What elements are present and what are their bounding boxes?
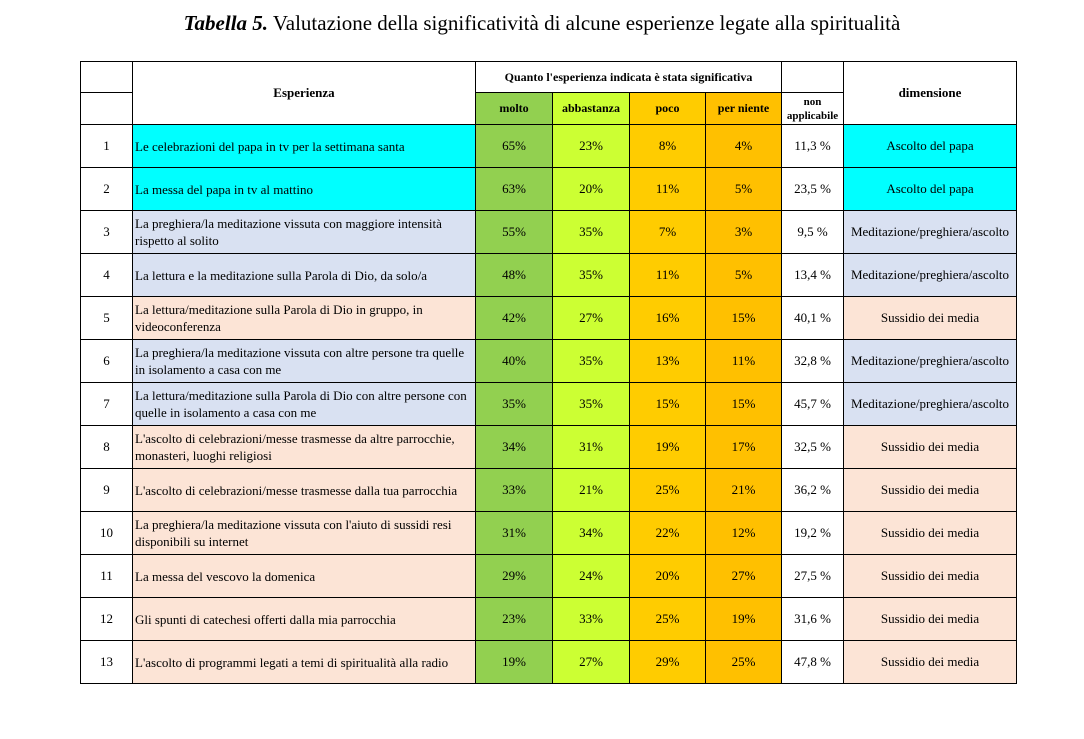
cell-dimension: Sussidio dei media xyxy=(844,598,1017,641)
cell-per-niente: 15% xyxy=(706,297,782,340)
row-number: 12 xyxy=(81,598,133,641)
cell-molto: 63% xyxy=(476,168,553,211)
row-number: 13 xyxy=(81,641,133,684)
cell-molto: 19% xyxy=(476,641,553,684)
header-blank xyxy=(81,62,133,93)
header-experience: Esperienza xyxy=(133,62,476,125)
cell-non-applicabile: 47,8 % xyxy=(782,641,844,684)
header-blank-na xyxy=(782,62,844,93)
cell-per-niente: 5% xyxy=(706,168,782,211)
cell-abbastanza: 24% xyxy=(553,555,630,598)
cell-per-niente: 12% xyxy=(706,512,782,555)
row-number: 3 xyxy=(81,211,133,254)
table-row xyxy=(81,254,1017,297)
cell-per-niente: 5% xyxy=(706,254,782,297)
row-experience: La preghiera/la meditazione vissuta con maggiore intensità rispetto al solito xyxy=(133,211,476,254)
table-row xyxy=(81,598,1017,641)
cell-dimension: Meditazione/preghiera/ascolto xyxy=(844,254,1017,297)
cell-abbastanza: 35% xyxy=(553,340,630,383)
cell-abbastanza: 33% xyxy=(553,598,630,641)
cell-per-niente: 4% xyxy=(706,125,782,168)
header-significance-group: Quanto l'esperienza indicata è stata significativa xyxy=(476,62,782,93)
row-experience: Gli spunti di catechesi offerti dalla mia parrocchia xyxy=(133,598,476,641)
table-row xyxy=(81,641,1017,684)
cell-molto: 55% xyxy=(476,211,553,254)
cell-molto: 48% xyxy=(476,254,553,297)
cell-poco: 25% xyxy=(630,469,706,512)
header-blank-number xyxy=(81,93,133,125)
table-row xyxy=(81,426,1017,469)
row-number: 4 xyxy=(81,254,133,297)
cell-non-applicabile: 11,3 % xyxy=(782,125,844,168)
table-row xyxy=(81,383,1017,426)
row-experience: La lettura/meditazione sulla Parola di Dio con altre persone con quelle in isolamento a casa con me xyxy=(133,383,476,426)
cell-per-niente: 3% xyxy=(706,211,782,254)
cell-non-applicabile: 9,5 % xyxy=(782,211,844,254)
cell-poco: 8% xyxy=(630,125,706,168)
row-number: 9 xyxy=(81,469,133,512)
row-number: 1 xyxy=(81,125,133,168)
cell-dimension: Meditazione/preghiera/ascolto xyxy=(844,211,1017,254)
table-row xyxy=(81,512,1017,555)
cell-dimension: Sussidio dei media xyxy=(844,641,1017,684)
cell-abbastanza: 35% xyxy=(553,211,630,254)
cell-non-applicabile: 45,7 % xyxy=(782,383,844,426)
row-experience: La lettura/meditazione sulla Parola di Dio in gruppo, in videoconferenza xyxy=(133,297,476,340)
cell-non-applicabile: 36,2 % xyxy=(782,469,844,512)
cell-non-applicabile: 32,8 % xyxy=(782,340,844,383)
cell-poco: 16% xyxy=(630,297,706,340)
row-number: 7 xyxy=(81,383,133,426)
cell-molto: 33% xyxy=(476,469,553,512)
cell-molto: 29% xyxy=(476,555,553,598)
table-caption-text: Valutazione della significatività di alcune esperienze legate alla spiritualità xyxy=(272,11,901,35)
cell-per-niente: 19% xyxy=(706,598,782,641)
table-row xyxy=(81,340,1017,383)
row-number: 11 xyxy=(81,555,133,598)
cell-dimension: Sussidio dei media xyxy=(844,512,1017,555)
table-row xyxy=(81,469,1017,512)
header-molto: molto xyxy=(476,93,553,125)
cell-dimension: Sussidio dei media xyxy=(844,469,1017,512)
cell-abbastanza: 31% xyxy=(553,426,630,469)
cell-abbastanza: 21% xyxy=(553,469,630,512)
cell-abbastanza: 23% xyxy=(553,125,630,168)
row-experience: La preghiera/la meditazione vissuta con altre persone tra quelle in isolamento a casa con me xyxy=(133,340,476,383)
header-per-niente: per niente xyxy=(706,93,782,125)
cell-per-niente: 21% xyxy=(706,469,782,512)
cell-per-niente: 17% xyxy=(706,426,782,469)
cell-abbastanza: 27% xyxy=(553,641,630,684)
cell-per-niente: 27% xyxy=(706,555,782,598)
cell-poco: 22% xyxy=(630,512,706,555)
cell-non-applicabile: 32,5 % xyxy=(782,426,844,469)
header-abbastanza: abbastanza xyxy=(553,93,630,125)
header-dimension: dimensione xyxy=(844,62,1017,125)
row-experience: L'ascolto di celebrazioni/messe trasmesse da altre parrocchie, monasteri, luoghi religiosi xyxy=(133,426,476,469)
row-number: 8 xyxy=(81,426,133,469)
cell-abbastanza: 20% xyxy=(553,168,630,211)
cell-molto: 31% xyxy=(476,512,553,555)
cell-per-niente: 15% xyxy=(706,383,782,426)
row-number: 10 xyxy=(81,512,133,555)
cell-non-applicabile: 13,4 % xyxy=(782,254,844,297)
cell-abbastanza: 35% xyxy=(553,383,630,426)
cell-abbastanza: 34% xyxy=(553,512,630,555)
cell-molto: 42% xyxy=(476,297,553,340)
cell-molto: 40% xyxy=(476,340,553,383)
cell-dimension: Sussidio dei media xyxy=(844,297,1017,340)
cell-poco: 20% xyxy=(630,555,706,598)
row-experience: La messa del papa in tv al mattino xyxy=(133,168,476,211)
cell-non-applicabile: 23,5 % xyxy=(782,168,844,211)
cell-abbastanza: 35% xyxy=(553,254,630,297)
row-number: 5 xyxy=(81,297,133,340)
table-row xyxy=(81,555,1017,598)
row-number: 2 xyxy=(81,168,133,211)
cell-molto: 65% xyxy=(476,125,553,168)
cell-dimension: Ascolto del papa xyxy=(844,125,1017,168)
cell-molto: 23% xyxy=(476,598,553,641)
row-experience: La lettura e la meditazione sulla Parola di Dio, da solo/a xyxy=(133,254,476,297)
table-row xyxy=(81,211,1017,254)
cell-abbastanza: 27% xyxy=(553,297,630,340)
cell-poco: 11% xyxy=(630,168,706,211)
cell-molto: 35% xyxy=(476,383,553,426)
header-poco: poco xyxy=(630,93,706,125)
table-row xyxy=(81,297,1017,340)
table-caption-label: Tabella 5. xyxy=(183,11,269,35)
cell-poco: 25% xyxy=(630,598,706,641)
cell-poco: 29% xyxy=(630,641,706,684)
cell-dimension: Ascolto del papa xyxy=(844,168,1017,211)
header-non-applicabile: non applicabile xyxy=(782,93,844,125)
cell-dimension: Meditazione/preghiera/ascolto xyxy=(844,383,1017,426)
cell-non-applicabile: 40,1 % xyxy=(782,297,844,340)
cell-non-applicabile: 27,5 % xyxy=(782,555,844,598)
row-experience: L'ascolto di celebrazioni/messe trasmesse dalla tua parrocchia xyxy=(133,469,476,512)
cell-poco: 15% xyxy=(630,383,706,426)
significance-table xyxy=(80,61,1017,684)
row-number: 6 xyxy=(81,340,133,383)
row-experience: L'ascolto di programmi legati a temi di spiritualità alla radio xyxy=(133,641,476,684)
table-caption xyxy=(0,9,1084,37)
table-row xyxy=(81,168,1017,211)
row-experience: La preghiera/la meditazione vissuta con l'aiuto di sussidi resi disponibili su internet xyxy=(133,512,476,555)
cell-non-applicabile: 31,6 % xyxy=(782,598,844,641)
cell-poco: 11% xyxy=(630,254,706,297)
row-experience: Le celebrazioni del papa in tv per la settimana santa xyxy=(133,125,476,168)
cell-poco: 19% xyxy=(630,426,706,469)
cell-non-applicabile: 19,2 % xyxy=(782,512,844,555)
cell-dimension: Sussidio dei media xyxy=(844,555,1017,598)
cell-dimension: Meditazione/preghiera/ascolto xyxy=(844,340,1017,383)
cell-per-niente: 11% xyxy=(706,340,782,383)
cell-molto: 34% xyxy=(476,426,553,469)
cell-poco: 13% xyxy=(630,340,706,383)
cell-poco: 7% xyxy=(630,211,706,254)
table-row xyxy=(81,125,1017,168)
row-experience: La messa del vescovo la domenica xyxy=(133,555,476,598)
cell-dimension: Sussidio dei media xyxy=(844,426,1017,469)
cell-per-niente: 25% xyxy=(706,641,782,684)
